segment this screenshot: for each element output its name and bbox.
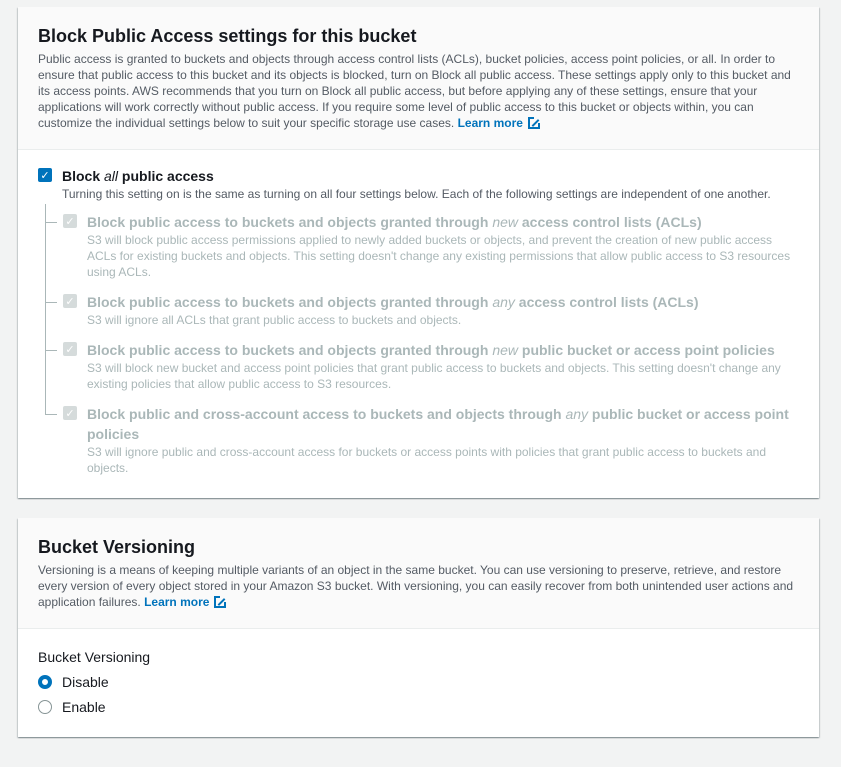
panel-title: Block Public Access settings for this bucket <box>38 26 417 46</box>
block-all-label: Block all public access <box>62 168 214 184</box>
setting-description: S3 will block new bucket and access point policies that grant public access to buckets and objects. This setting doesn't change any existing policies that allow public access to S3 resources. <box>87 361 781 391</box>
setting-label: Block public access to buckets and objects granted through new access control lists (ACLs) <box>87 214 702 230</box>
setting-checkbox-new-acls[interactable]: ✓ <box>63 214 77 228</box>
setting-checkbox-any-acls[interactable]: ✓ <box>63 294 77 308</box>
panel-title: Bucket Versioning <box>38 537 196 557</box>
setting-checkbox-any-policies[interactable]: ✓ <box>63 406 77 420</box>
setting-description: S3 will ignore all ACLs that grant public access to buckets and objects. <box>87 313 462 327</box>
versioning-field-label: Bucket Versioning <box>38 649 151 665</box>
disable-label[interactable]: Disable <box>62 674 109 690</box>
learn-more-link[interactable]: Learn more <box>458 116 540 130</box>
disable-radio[interactable] <box>38 675 52 689</box>
enable-label[interactable]: Enable <box>62 699 106 715</box>
panel-body <box>18 629 819 737</box>
panel-description: Versioning is a means of keeping multiple variants of an object in the same bucket. You can use versioning to preserve, retrieve, and restore every version of every object stored in your Amazon S3 bucket. With versioning, you can easily recover from both unintended user actions and application failures. Learn more <box>38 563 794 609</box>
external-link-icon <box>528 117 540 129</box>
setting-checkbox-new-policies[interactable]: ✓ <box>63 342 77 356</box>
bucket-versioning-panel <box>18 518 819 737</box>
learn-more-link[interactable]: Learn more <box>144 595 226 609</box>
external-link-icon <box>214 596 226 608</box>
panel-description: Public access is granted to buckets and objects through access control lists (ACLs), bucket policies, access point policies, or all. In order to ensure that public access to this bucket and its objects is blocked, turn on Block all public access. These settings apply only to this bucket and its access points. AWS recommends that you turn on Block all public access, but before applying any of these settings, ensure that your applications will work correctly without public access. If you require some level of public access to this bucket or objects within, you can customize the individual settings below to suit your specific storage use cases. Learn more <box>38 52 791 130</box>
setting-label: Block public and cross-account access to buckets and objects through any public bucket or access point policies <box>87 406 789 442</box>
block-all-checkbox[interactable]: ✓ <box>38 168 52 182</box>
setting-label: Block public access to buckets and objects granted through new public bucket or access point policies <box>87 342 775 358</box>
enable-radio[interactable] <box>38 700 52 714</box>
block-public-access-panel <box>18 7 819 498</box>
block-all-description: Turning this setting on is the same as turning on all four settings below. Each of the following settings are independent of one another. <box>62 187 771 201</box>
tree-line <box>45 204 799 476</box>
setting-description: S3 will ignore public and cross-account access for buckets or access points with policies that grant public access to buckets and objects. <box>87 445 767 475</box>
setting-description: S3 will block public access permissions applied to newly added buckets or objects, and prevent the creation of new public access ACLs for existing buckets and objects. This setting doesn't change any existing permissions that allow public access to S3 resources using ACLs. <box>87 233 791 279</box>
panel-header <box>18 518 819 629</box>
panel-header <box>18 7 819 150</box>
panel-body <box>18 150 819 498</box>
setting-label: Block public access to buckets and objects granted through any access control lists (ACLs) <box>87 294 699 310</box>
